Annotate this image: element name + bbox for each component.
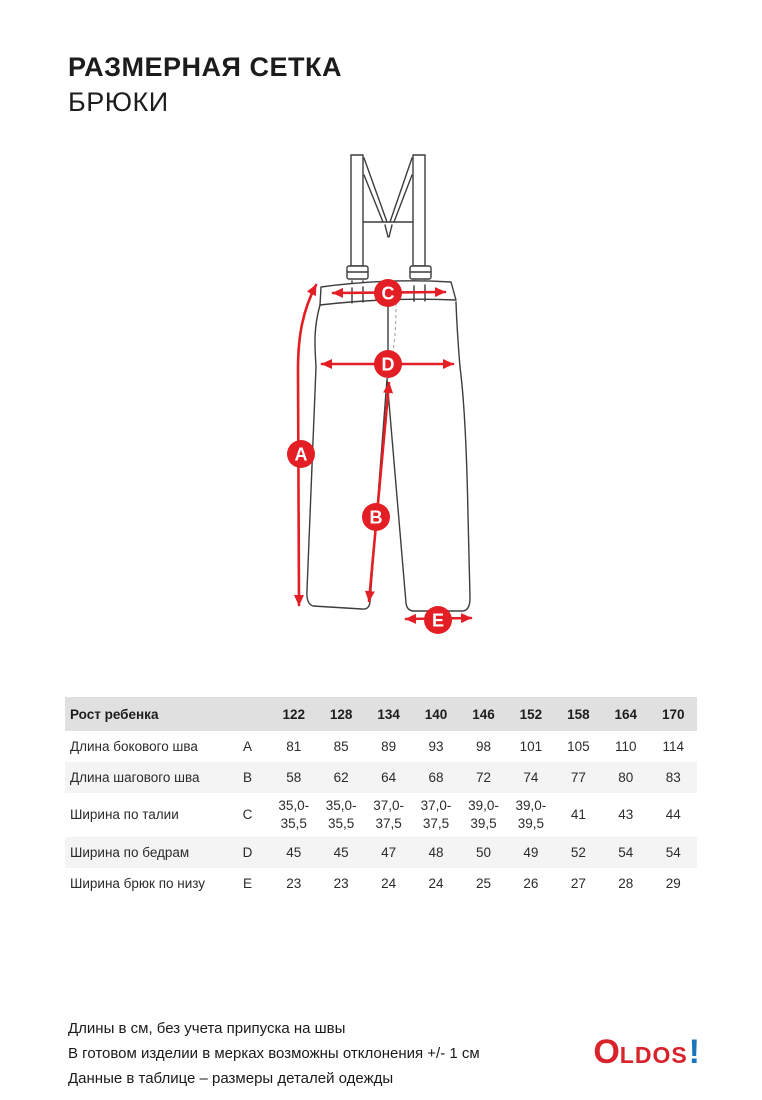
logo-text-rest: LDOS bbox=[619, 1042, 688, 1068]
row-label: Длина шагового шва bbox=[70, 770, 200, 785]
note-line: Данные в таблице – размеры деталей одежды bbox=[68, 1070, 394, 1087]
table-row-b bbox=[65, 762, 697, 793]
size-col-header: 146 bbox=[472, 706, 495, 722]
cell: 83 bbox=[665, 770, 681, 785]
cell: 28 bbox=[618, 876, 634, 891]
pants-measurement-diagram bbox=[283, 145, 483, 645]
table-row-e bbox=[65, 868, 697, 899]
note-line: Длины в см, без учета припуска на швы bbox=[68, 1020, 346, 1037]
table-row-a bbox=[65, 731, 697, 762]
cell: 105 bbox=[567, 739, 590, 754]
cell: 114 bbox=[662, 739, 685, 754]
svg-text:D: D bbox=[381, 354, 395, 375]
cell: 89 bbox=[381, 739, 397, 754]
cell: 110 bbox=[615, 739, 637, 754]
svg-text:B: B bbox=[369, 507, 383, 528]
right-buckle bbox=[410, 266, 431, 279]
size-col-header: 122 bbox=[282, 706, 305, 722]
logo-exclamation: ! bbox=[688, 1033, 700, 1071]
cell: 26 bbox=[523, 876, 539, 891]
cell: 85 bbox=[333, 739, 349, 754]
row-letter: D bbox=[242, 845, 253, 860]
table-row-c bbox=[65, 793, 697, 837]
row-letter: B bbox=[242, 770, 252, 785]
cell: 37,0-37,5 bbox=[373, 797, 404, 831]
note-line: В готовом изделии в мерках возможны отклонения +/- 1 см bbox=[68, 1045, 480, 1062]
row-letter: A bbox=[242, 739, 252, 754]
cell: 62 bbox=[333, 770, 349, 785]
below-bar-right bbox=[389, 225, 392, 237]
header-label: Рост ребенка bbox=[70, 706, 159, 722]
cell: 72 bbox=[475, 770, 491, 785]
cell: 39,0-39,5 bbox=[468, 797, 499, 831]
cell: 48 bbox=[428, 845, 444, 860]
size-col-header: 134 bbox=[377, 706, 400, 722]
cell: 101 bbox=[519, 739, 543, 754]
cell: 49 bbox=[523, 845, 539, 860]
row-label: Ширина по бедрам bbox=[70, 845, 190, 860]
cell: 37,0-37,5 bbox=[420, 797, 452, 831]
header-letter-spacer bbox=[225, 697, 270, 731]
cell: 93 bbox=[428, 739, 444, 754]
footer-notes bbox=[68, 1016, 480, 1091]
size-col-header: 158 bbox=[567, 706, 590, 722]
cell: 54 bbox=[665, 845, 681, 860]
cell: 24 bbox=[381, 876, 397, 891]
left-diagonal-strap bbox=[364, 158, 387, 222]
row-label: Ширина брюк по низу bbox=[70, 876, 206, 891]
row-letter: C bbox=[242, 806, 253, 822]
size-col-header: 140 bbox=[424, 706, 448, 722]
cell: 35,0-35,5 bbox=[278, 797, 310, 831]
cell: 52 bbox=[570, 845, 586, 860]
marker-c-badge bbox=[374, 279, 402, 307]
size-col-header: 170 bbox=[661, 706, 685, 722]
title-block bbox=[68, 50, 342, 120]
page-title: РАЗМЕРНАЯ СЕТКА bbox=[68, 52, 342, 82]
cell: 23 bbox=[286, 876, 302, 891]
size-col-header: 164 bbox=[614, 706, 638, 722]
table-row-d bbox=[65, 837, 697, 868]
brand-logo bbox=[593, 1033, 700, 1072]
cell: 43 bbox=[618, 806, 634, 822]
cell: 77 bbox=[570, 770, 586, 785]
cell: 47 bbox=[381, 845, 397, 860]
cell: 98 bbox=[475, 739, 491, 754]
row-label: Длина бокового шва bbox=[70, 739, 198, 754]
size-table bbox=[65, 697, 697, 899]
cell: 39,0-39,5 bbox=[515, 797, 547, 831]
svg-text:E: E bbox=[431, 610, 445, 631]
cell: 45 bbox=[333, 845, 349, 860]
right-diagonal-strap bbox=[390, 158, 412, 222]
marker-b-badge bbox=[362, 503, 390, 531]
left-strap bbox=[351, 155, 363, 266]
right-strap bbox=[413, 155, 425, 266]
logo-text-first: O bbox=[593, 1033, 620, 1071]
row-label: Ширина по талии bbox=[70, 806, 179, 822]
cell: 50 bbox=[475, 845, 491, 860]
cell: 25 bbox=[475, 876, 491, 891]
cell: 24 bbox=[428, 876, 444, 891]
marker-a-badge bbox=[287, 440, 315, 468]
svg-text:C: C bbox=[381, 283, 395, 304]
cell: 80 bbox=[618, 770, 634, 785]
table-header-row bbox=[65, 697, 697, 731]
svg-text:A: A bbox=[294, 444, 308, 465]
left-buckle bbox=[347, 266, 368, 279]
cell: 23 bbox=[333, 876, 349, 891]
cell: 81 bbox=[286, 739, 302, 754]
cell: 68 bbox=[428, 770, 444, 785]
cell: 54 bbox=[618, 845, 634, 860]
row-letter: E bbox=[242, 876, 252, 891]
cell: 58 bbox=[286, 770, 302, 785]
marker-e-badge bbox=[424, 606, 452, 634]
cell: 41 bbox=[570, 806, 586, 822]
cell: 45 bbox=[286, 845, 302, 860]
page-subtitle: БРЮКИ bbox=[68, 87, 169, 117]
cell: 64 bbox=[381, 770, 397, 785]
cell: 29 bbox=[665, 876, 681, 891]
left-diagonal-strap-inner bbox=[364, 175, 383, 222]
cell: 27 bbox=[570, 876, 586, 891]
size-col-header: 152 bbox=[519, 706, 543, 722]
below-bar-left bbox=[385, 225, 388, 237]
cell: 35,0-35,5 bbox=[325, 797, 357, 831]
size-col-header: 128 bbox=[329, 706, 353, 722]
cell: 44 bbox=[665, 806, 681, 822]
marker-d-badge bbox=[374, 350, 402, 378]
cell: 74 bbox=[523, 770, 539, 785]
